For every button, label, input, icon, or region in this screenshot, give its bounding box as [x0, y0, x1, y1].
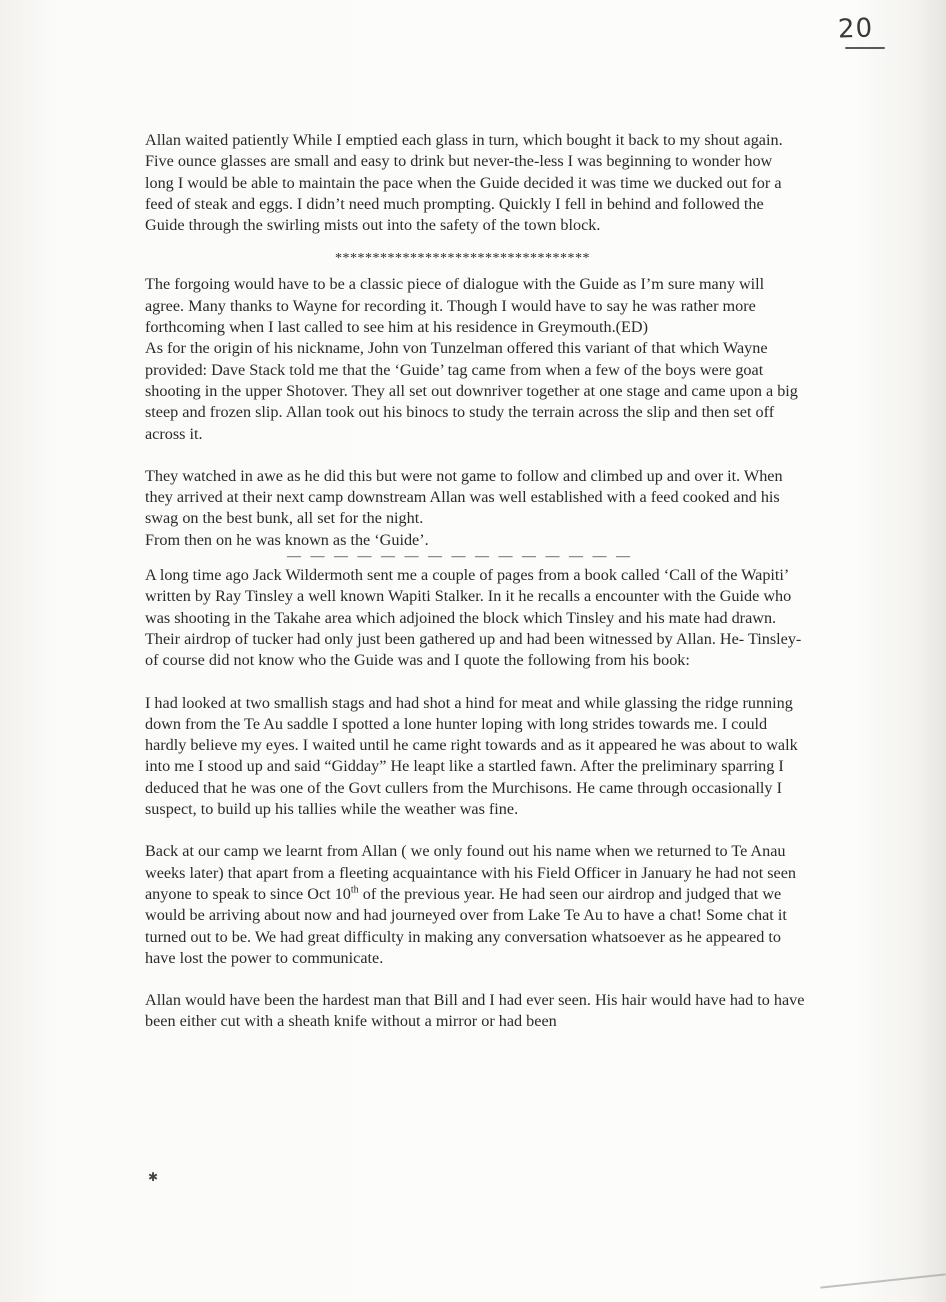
paragraph-nickname-origin: As for the origin of his nickname, John von Tunzelman offered this variant of that which Wayne provided: Dave Stack told me that the ‘Guide’ tag came from when a few of the boys were goat shooting in the upper Shotover. They all set out downriver together at one stage and came upon a big steep and frozen slip. Allan took out his binocs to study the terrain across the slip and then set off across it.	[145, 339, 798, 443]
document-body	[145, 130, 805, 1033]
spacer	[145, 445, 805, 466]
page-number: 20	[837, 13, 874, 45]
paragraph-watched-in-awe: They watched in awe as he did this but were not game to follow and climbed up and over it. When they arrived at their next camp downstream Allan was well established with a feed cooked and his swag on the best bunk, all set for the night.	[145, 466, 783, 528]
paragraph-back-at-camp	[145, 841, 805, 969]
page-edge-shadow	[916, 0, 946, 1302]
paragraph-tinsley-quote: I had looked at two smallish stags and had shot a hind for meat and while glassing the ridge running down from the Te Au saddle I spotted a lone hunter loping with long strides towards me. I could hardly believe my eyes. I waited until he came right towards and as it appeared he was about to walk into me I stood up and said “Gidday” He leapt like a startled fawn. After the preliminary sparring I deduced that he was one of the Govt cullers from the Murchisons. He came through occasionally I suspect, to build up his tallies while the weather was fine.	[145, 693, 798, 819]
paragraph-hardest-man: Allan would have been the hardest man that Bill and I had ever seen. His hair would have had to have been either cut with a sheath knife without a mirror or had been	[145, 991, 805, 1031]
section-divider-stars: **********************************	[335, 251, 590, 267]
spacer	[145, 236, 805, 246]
paragraph-text: of the previous year. He had seen our airdrop and judged that we would be arriving about now and had journeyed over from Lake Te Au to have a chat! Some chat it turned out to be. We had great difficulty in making any conversation whatsoever as he appeared to have lost the power to communicate.	[145, 884, 787, 967]
paragraph-call-of-the-wapiti: A long time ago Jack Wildermoth sent me a couple of pages from a book called ‘Call of the Wapiti’ written by Ray Tinsley a well known Wapiti Stalker. In it he recalls a encounter with the Guide who was shooting in the Takahe area which adjoined the block which Tinsley and his mate had drawn. Their airdrop of tucker had only just been gathered up and had been witnessed by Allan. He- Tinsley- of course did not know who the Guide was and I quote the following from his book:	[145, 566, 802, 670]
spacer	[145, 969, 805, 990]
margin-mark: ✱	[148, 1170, 159, 1184]
paragraph-glasses: Allan waited patiently While I emptied each glass in turn, which bought it back to my shout again. Five ounce glasses are small and easy to drink but never-the-less I was beginning to wonder how long I would be able to maintain the pace when the Guide decided it was time we ducked out for a feed of steak and eggs. I didn’t need much prompting. Quickly I fell in behind and followed the Guide through the swirling mists out into the safety of the town block.	[145, 131, 783, 235]
paragraph-editor-note: The forgoing would have to be a classic piece of dialogue with the Guide as I’m sure many will agree. Many thanks to Wayne for recording it. Though I would have to say he was rather more forthcoming when I last called to see him at his residence in Greymouth.(ED)	[145, 275, 765, 337]
section-divider-dashes: — — — — — — — — — — — — — — —	[287, 549, 633, 565]
paragraph-known-as-guide: From then on he was known as the ‘Guide’.	[145, 530, 429, 549]
superscript: th	[350, 884, 359, 896]
spacer	[145, 820, 805, 841]
paragraph-text: Back at our camp we learnt from Allan ( we only found out his name when we returned to Te Anau weeks later) that apart from a fleeting acquaintance with his Field Officer in January he had not seen anyone to speak to since Oct 10	[145, 842, 797, 903]
spacer	[145, 672, 805, 693]
page-number-underline	[845, 47, 885, 49]
